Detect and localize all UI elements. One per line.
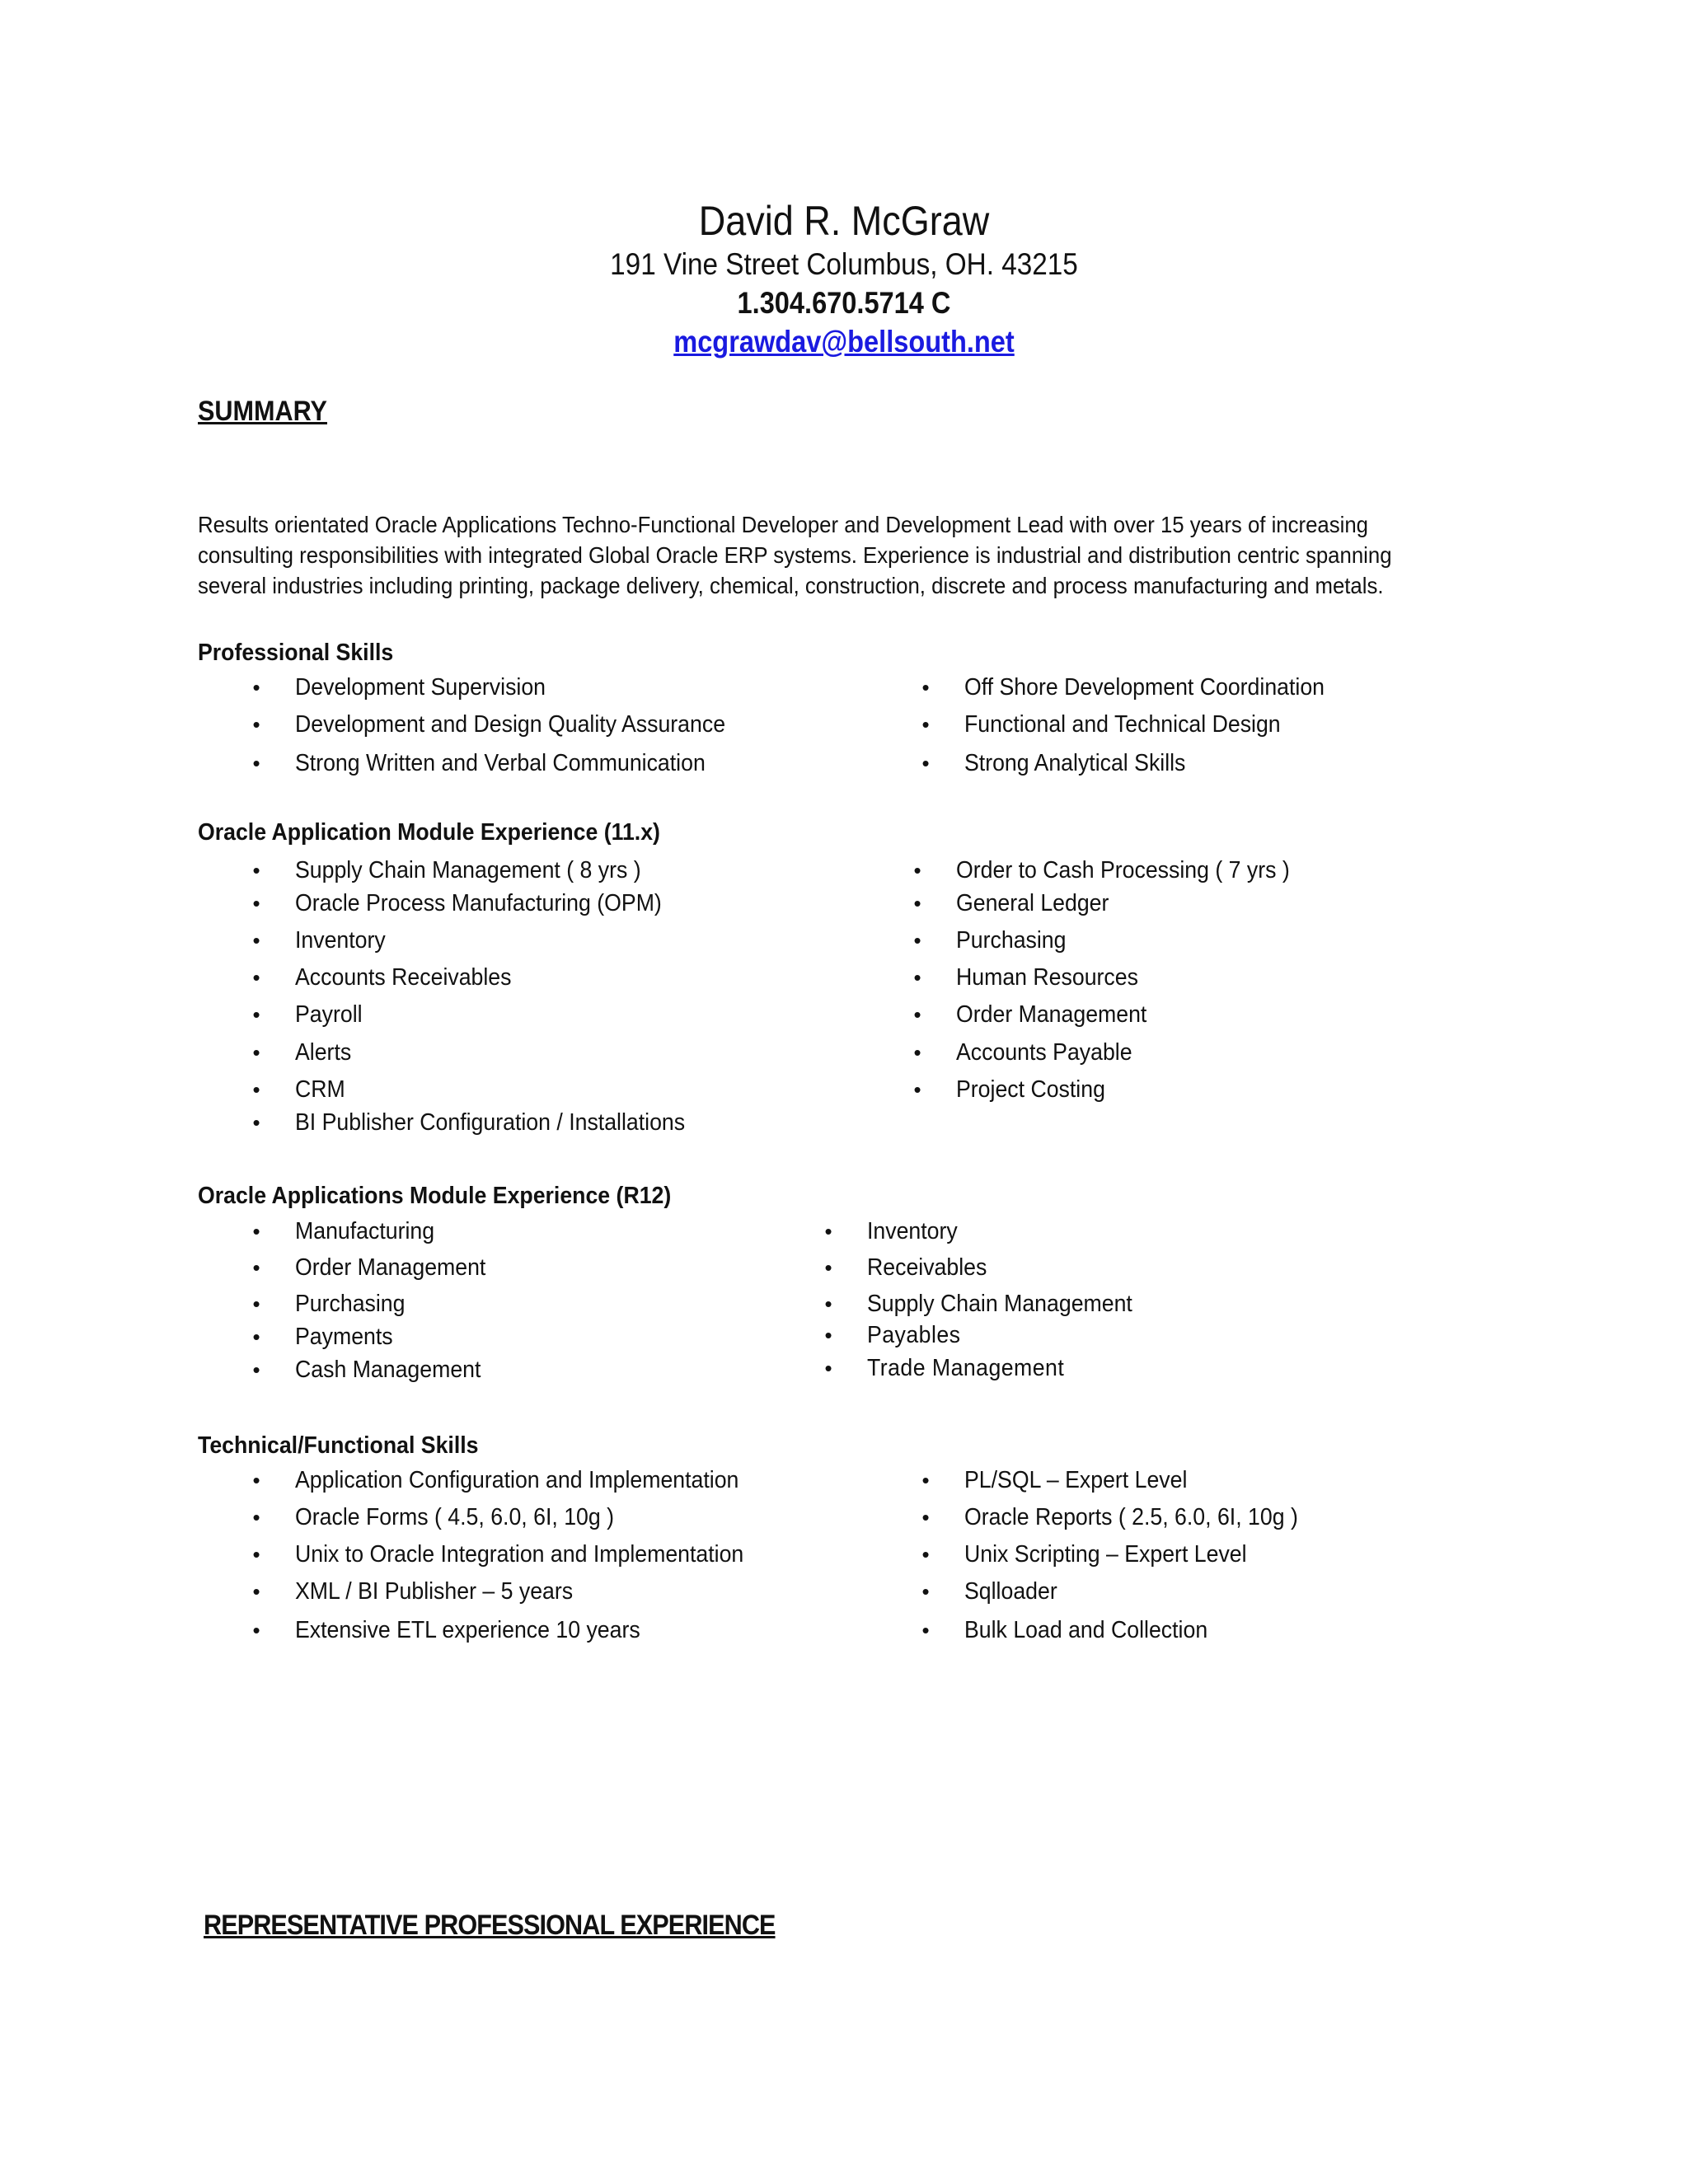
- bullet-icon: •: [913, 891, 921, 916]
- bullet-icon: •: [252, 1542, 260, 1567]
- bullet-icon: •: [913, 928, 921, 953]
- bullet-icon: •: [921, 675, 930, 700]
- bullet-icon: •: [921, 1618, 930, 1643]
- bullet-icon: •: [921, 751, 930, 776]
- bullet-icon: •: [921, 1505, 930, 1530]
- summary-text: [198, 509, 1517, 601]
- bullet-icon: •: [921, 1468, 930, 1493]
- technical-skills-heading: Technical/Functional Skills: [198, 1432, 479, 1459]
- bullet-icon: •: [252, 1002, 260, 1027]
- bullet-icon: •: [824, 1291, 832, 1316]
- oracle-11x-heading: Oracle Application Module Experience (11.x): [198, 819, 660, 846]
- bullet-icon: •: [252, 858, 260, 883]
- bullet-icon: •: [921, 1579, 930, 1604]
- bullet-icon: •: [252, 1579, 260, 1604]
- bullet-icon: •: [252, 675, 260, 700]
- bullet-icon: •: [252, 891, 260, 916]
- candidate-name: David R. McGraw: [698, 198, 990, 244]
- bullet-icon: •: [252, 1468, 260, 1493]
- bullet-icon: •: [824, 1356, 832, 1380]
- bullet-icon: •: [913, 1077, 921, 1102]
- bullet-icon: •: [913, 1040, 921, 1065]
- experience-heading: REPRESENTATIVE PROFESSIONAL EXPERIENCE: [204, 1910, 776, 1941]
- email-link[interactable]: mcgrawdav@bellsouth.net: [673, 325, 1015, 359]
- bullet-icon: •: [252, 1040, 260, 1065]
- bullet-icon: •: [824, 1323, 832, 1347]
- bullet-icon: •: [824, 1219, 832, 1244]
- bullet-icon: •: [252, 751, 260, 776]
- bullet-icon: •: [252, 1324, 260, 1349]
- resume-page: David R. McGraw 191 Vine Street Columbus, OH. 43215 1.304.670.5714 C mcgrawdav@bellsouth.net SUMMARY Results orientated Oracle Applications Techno-Functional Developer and Development Lead with over 15 years of increasing consulting responsibilities with integrated Global Oracle ERP systems. Experience is industrial and distribution centric spanning several industries including printing, package delivery, chemical, construction, discrete and process manufacturing and metals. Professional Skills • Development Supervision • Development and Design Quality Assurance • Strong Written and Verbal Communication • Off Shore Development Coordination • Functional and Technical Design • Strong Analytical Skills Oracle Application Module Experience (11.x) • Supply Chain Management ( 8 yrs ) • Oracle Process Manufacturing (OPM) • Inventory • Accounts Receivables • Payroll • Alerts • CRM • BI Publisher Configuration / Installations • Order to Cash Processing ( 7 yrs ) • General Ledger • Purchasing • Human Resources • Order Management • Accounts Payable • Project Costing Oracle Applications Module Experience (R12) • Manufacturing • Order Management • Purchasing • Payments • Cash Management • Inventory • Receivables • Supply Chain Management • Payables • Trade Management Technical/Functional Skills • Application Configuration and Implementation • Oracle Forms ( 4.5, 6.0, 6I, 10g ) • Unix to Oracle Integration and Implementation • XML / BI Publisher – 5 years • Extensive ETL experience 10 years • PL/SQL – Expert Level • Oracle Reports ( 2.5, 6.0, 6I, 10g ) • Unix Scripting – Expert Level • Sqlloader • Bulk Load and Collection REPRESENTATIVE PROFESSIONAL EXPERIENCE: [0, 0, 1688, 2184]
- bullet-icon: •: [252, 1077, 260, 1102]
- bullet-icon: •: [252, 1219, 260, 1244]
- bullet-icon: •: [921, 712, 930, 737]
- bullet-icon: •: [913, 1002, 921, 1027]
- bullet-icon: •: [252, 712, 260, 737]
- bullet-icon: •: [824, 1255, 832, 1280]
- summary-line: consulting responsibilities with integrated Global Oracle ERP systems. Experience is industrial and distribution centric spanning: [198, 542, 1392, 568]
- bullet-icon: •: [913, 858, 921, 883]
- bullet-icon: •: [252, 1505, 260, 1530]
- summary-heading: SUMMARY: [198, 396, 327, 427]
- summary-line: several industries including printing, package delivery, chemical, construction, discrete and process manufacturing and metals.: [198, 573, 1384, 598]
- oracle-r12-heading: Oracle Applications Module Experience (R12): [198, 1183, 672, 1209]
- bullet-icon: •: [252, 928, 260, 953]
- bullet-icon: •: [252, 1618, 260, 1643]
- bullet-icon: •: [252, 1357, 260, 1382]
- candidate-email: [101, 323, 1587, 361]
- bullet-icon: •: [252, 1110, 260, 1135]
- candidate-phone: 1.304.670.5714 C: [737, 286, 951, 320]
- bullet-icon: •: [252, 1255, 260, 1280]
- professional-skills-heading: Professional Skills: [198, 640, 394, 666]
- bullet-icon: •: [252, 965, 260, 990]
- summary-line: Results orientated Oracle Applications Techno-Functional Developer and Development Lead with over 15 years of increasing: [198, 512, 1369, 537]
- candidate-address: 191 Vine Street Columbus, OH. 43215: [610, 247, 1078, 281]
- bullet-icon: •: [921, 1542, 930, 1567]
- bullet-icon: •: [252, 1291, 260, 1316]
- bullet-icon: •: [913, 965, 921, 990]
